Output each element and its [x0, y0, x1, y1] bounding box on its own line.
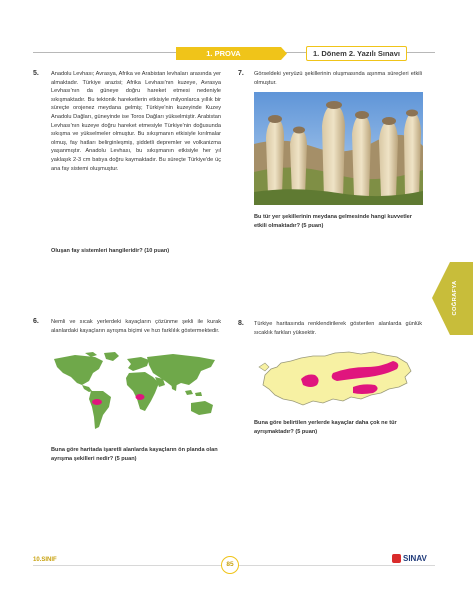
publisher-logo-text: SINAV: [403, 554, 427, 563]
question-6-number: 6.: [33, 318, 39, 325]
header-chevron-icon: [271, 47, 306, 60]
question-5-number: 5.: [33, 70, 39, 77]
question-8-prompt: Buna göre belirtilen yerlerde kayaçlar daha çok ne tür ayrışmaktadır? (5 puan): [254, 420, 397, 435]
question-7-text: Görseldeki yeryüzü şekillerinin oluşmasında aşınma süreçleri etkili olmuştur.: [254, 71, 422, 86]
turkey-map: [257, 343, 415, 409]
publisher-logo: [392, 554, 427, 563]
exam-title: 1. Dönem 2. Yazılı Sınavı: [306, 46, 407, 61]
question-8-text: Türkiye haritasında renklendirilerek gösterilen alanlarda günlük sıcaklık farkları yüksektir.: [254, 321, 422, 336]
question-5-text: Anadolu Levhası; Avrasya, Afrika ve Arabistan levhaları arasında yer almaktadır. Türkiye arazisi; Afrika Levhası'nın kuzeye, Avrasya Levhası'nın da güneye doğru hareket etmesi nedeniyle sıkışmaktadır. Bu tektonik hareketlerin etkisiyle milyonlarca yıllık bir süreçte orojenez meydana gelmiş; Türkiye'nin kuzeyinde Kuzey Anadolu Dağları, güneyinde ise Toros Dağları yükselmiştir. Arabistan Levhası'nın kuzeye doğru hareket etmesiyle Türkiye'nin doğusunda sıkışma ve yükselmeler olmuştur. Bu sıkışmanın etkisiyle kırılmalar olmuş, fay hatları belirginleşmiş, şiddetli depremler ve volkanizma yaşanmıştır. Anadolu Levhası, bu sıkışmanın etkisiyle her yıl yaklaşık 2-3 cm batıya doğru kaymaktadır. Bu süreçte Türkiye'de üç ana fay sistemi oluşmuştur.: [51, 71, 221, 172]
question-6-prompt: Buna göre haritada işaretli alanlarda kayaçların ön planda olan ayrışma şekilleri nedir? (5 puan): [51, 447, 218, 462]
subject-side-tab-label: COĞRAFYA: [452, 280, 458, 316]
question-6-text: Nemli ve sıcak yerlerdeki kayaçların çözünme şekli ile kurak alanlardaki kayaçların ayrışma biçimi ve hızı farklılık göstermektedir.: [51, 319, 221, 334]
question-7-number: 7.: [238, 70, 244, 77]
question-8-number: 8.: [238, 320, 244, 327]
prova-label: 1. PROVA: [176, 47, 271, 60]
highlight-amazon: [92, 399, 102, 405]
logo-mark-icon: [392, 554, 401, 563]
fairy-chimneys-photo: [254, 92, 423, 205]
world-map: [49, 351, 221, 433]
question-5-prompt: Oluşan fay sistemleri hangileridir? (10 puan): [51, 248, 170, 254]
page-number: 85: [221, 556, 239, 574]
footer-grade: 10.SINIF: [33, 557, 57, 563]
subject-side-tab-label-wrap: [432, 262, 473, 335]
highlight-congo: [136, 394, 145, 400]
question-7-prompt: Bu tür yer şekillerinin meydana gelmesinde hangi kuvvetler etkili olmaktadır? (5 puan): [254, 214, 412, 229]
